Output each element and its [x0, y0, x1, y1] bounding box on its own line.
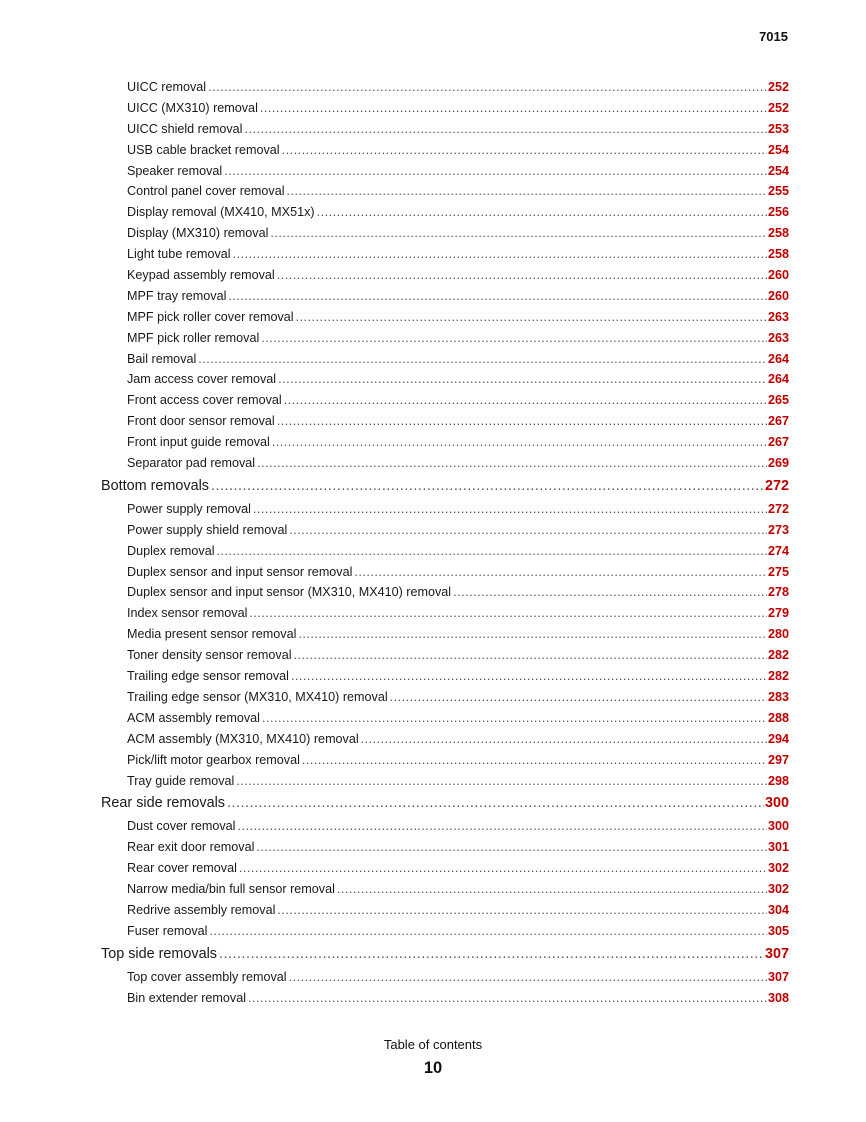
toc-entry[interactable]: [101, 77, 789, 98]
dot-leader: [282, 140, 767, 161]
toc-entry-title: UICC removal: [127, 80, 207, 94]
dot-leader: [289, 520, 767, 541]
toc-entry-title: Bail removal: [127, 351, 197, 366]
toc-page-link[interactable]: 267: [767, 414, 789, 429]
toc-entry-title: Rear cover removal: [127, 861, 237, 876]
dot-leader: [390, 687, 767, 708]
toc-entry-title: Duplex removal: [127, 543, 215, 558]
toc-page-link[interactable]: 269: [767, 456, 789, 471]
toc-entry-title: ACM assembly removal: [127, 710, 260, 725]
toc-entry[interactable]: [101, 265, 789, 286]
toc-page-link[interactable]: 252: [767, 80, 789, 94]
toc-page-link[interactable]: 254: [767, 163, 789, 178]
toc-entry[interactable]: [101, 520, 789, 541]
dot-leader: [277, 900, 767, 921]
toc-page-link[interactable]: 265: [767, 393, 789, 408]
toc-entry-title: Bin extender removal: [127, 990, 247, 1005]
toc-page-link[interactable]: 256: [767, 205, 789, 220]
toc-entry[interactable]: [101, 349, 789, 370]
toc-entry-title: Narrow media/bin full sensor removal: [127, 882, 335, 897]
toc-page-link[interactable]: 264: [767, 351, 789, 366]
toc-entry[interactable]: [101, 562, 789, 583]
document-code: 7015: [759, 29, 788, 44]
toc-entry[interactable]: [101, 119, 789, 140]
dot-leader: [211, 474, 764, 499]
toc-page-link[interactable]: 307: [767, 969, 789, 984]
toc-page-link[interactable]: 282: [767, 648, 789, 663]
toc-page-link[interactable]: 302: [767, 882, 789, 897]
toc-entry[interactable]: [101, 666, 789, 687]
toc-entry[interactable]: [101, 988, 789, 1009]
toc-page-link[interactable]: 272: [767, 501, 789, 516]
toc-page-link[interactable]: 263: [767, 309, 789, 324]
toc-page-link[interactable]: 300: [764, 795, 789, 812]
toc-entry[interactable]: [101, 328, 789, 349]
dot-leader: [317, 202, 767, 223]
toc-page-link[interactable]: 264: [767, 372, 789, 387]
dot-leader: [257, 453, 767, 474]
toc-section-entry[interactable]: [101, 474, 789, 499]
dot-leader: [361, 729, 767, 750]
toc-page-link[interactable]: 253: [767, 121, 789, 136]
dot-leader: [237, 816, 767, 837]
toc-entry[interactable]: [101, 181, 789, 202]
toc-section-entry[interactable]: [101, 791, 789, 816]
toc-entry-title: Duplex sensor and input sensor removal: [127, 564, 353, 579]
toc-page-link[interactable]: 304: [767, 902, 789, 917]
toc-entry[interactable]: [101, 603, 789, 624]
toc-entry-title: Top side removals: [101, 945, 217, 962]
toc-entry-title: Jam access cover removal: [127, 372, 277, 387]
dot-leader: [219, 942, 764, 967]
dot-leader: [294, 645, 767, 666]
dot-leader: [208, 77, 767, 98]
toc-entry-title: MPF pick roller cover removal: [127, 309, 294, 324]
toc-entry[interactable]: [101, 750, 789, 771]
toc-page-link[interactable]: 252: [767, 100, 789, 115]
toc-entry-title: ACM assembly (MX310, MX410) removal: [127, 731, 359, 746]
toc-page-link[interactable]: 260: [767, 288, 789, 303]
toc-page-link[interactable]: 283: [767, 689, 789, 704]
toc-page-link[interactable]: 279: [767, 606, 789, 621]
dot-leader: [262, 708, 767, 729]
toc-page-link[interactable]: 301: [767, 840, 789, 855]
dot-leader: [236, 771, 767, 792]
toc-entry-title: Trailing edge sensor (MX310, MX410) removal: [127, 689, 388, 704]
toc-entry-title: Media present sensor removal: [127, 627, 297, 642]
toc-entry-title: MPF pick roller removal: [127, 330, 260, 345]
toc-entry[interactable]: [101, 161, 789, 182]
dot-leader: [239, 858, 767, 879]
toc-page-link[interactable]: 258: [767, 247, 789, 262]
dot-leader: [302, 750, 767, 771]
toc-entry-title: USB cable bracket removal: [127, 142, 280, 157]
toc-entry[interactable]: [101, 411, 789, 432]
dot-leader: [253, 499, 767, 520]
toc-entry-title: Separator pad removal: [127, 456, 256, 471]
dot-leader: [284, 390, 767, 411]
footer-label: Table of contents: [383, 1037, 483, 1052]
dot-leader: [270, 223, 767, 244]
toc-entry-title: Dust cover removal: [127, 819, 236, 834]
dot-leader: [337, 879, 767, 900]
toc-page-link[interactable]: 275: [767, 564, 789, 579]
toc-entry-title: Index sensor removal: [127, 606, 248, 621]
dot-leader: [261, 328, 767, 349]
toc-page-link[interactable]: 280: [767, 627, 789, 642]
toc-entry-title: Fuser removal: [127, 923, 208, 938]
toc-entry[interactable]: [101, 369, 789, 390]
toc-entry[interactable]: [101, 645, 789, 666]
toc-entry[interactable]: [101, 729, 789, 750]
toc-entry[interactable]: [101, 223, 789, 244]
toc-entry-title: Top cover assembly removal: [127, 969, 287, 984]
toc-entry-title: Display (MX310) removal: [127, 226, 269, 241]
dot-leader: [244, 119, 767, 140]
toc-entry[interactable]: [101, 582, 789, 603]
toc-entry-title: Power supply shield removal: [127, 522, 288, 537]
toc-entry-title: Front door sensor removal: [127, 414, 275, 429]
toc-page-link[interactable]: 298: [767, 773, 789, 788]
toc-entry-title: Rear side removals: [101, 795, 225, 812]
toc-entry-title: Tray guide removal: [127, 773, 235, 788]
page-number: 10: [423, 1059, 443, 1077]
toc-entry[interactable]: [101, 900, 789, 921]
toc-entry[interactable]: [101, 816, 789, 837]
dot-leader: [224, 161, 767, 182]
dot-leader: [260, 98, 767, 119]
toc-page-link[interactable]: 254: [767, 142, 789, 157]
toc-page-link[interactable]: 267: [767, 435, 789, 450]
dot-leader: [248, 988, 767, 1009]
toc-entry[interactable]: [101, 624, 789, 645]
toc-entry[interactable]: [101, 286, 789, 307]
toc-entry-title: Bottom removals: [101, 477, 209, 494]
toc-page-link[interactable]: 255: [767, 184, 789, 199]
toc-page-link[interactable]: 273: [767, 522, 789, 537]
toc-entry-title: Control panel cover removal: [127, 184, 285, 199]
toc-entry[interactable]: [101, 432, 789, 453]
toc-entry[interactable]: [101, 98, 789, 119]
dot-leader: [291, 666, 767, 687]
toc-entry-title: Toner density sensor removal: [127, 648, 292, 663]
toc-entry-title: Front input guide removal: [127, 435, 270, 450]
toc-entry-title: Trailing edge sensor removal: [127, 669, 289, 684]
dot-leader: [289, 967, 767, 988]
dot-leader: [277, 265, 767, 286]
dot-leader: [217, 541, 767, 562]
toc-page-link[interactable]: 282: [767, 669, 789, 684]
toc-entry-title: Speaker removal: [127, 163, 223, 178]
toc-page-link[interactable]: 288: [767, 710, 789, 725]
toc-entry-title: Front access cover removal: [127, 393, 282, 408]
toc-page-link[interactable]: 297: [767, 752, 789, 767]
toc-page-link[interactable]: 294: [767, 731, 789, 746]
toc-entry[interactable]: [101, 307, 789, 328]
toc-page-link[interactable]: 308: [767, 990, 789, 1005]
dot-leader: [272, 432, 767, 453]
dot-leader: [198, 349, 767, 370]
toc-section-entry[interactable]: [101, 942, 789, 967]
toc-page-link[interactable]: 305: [767, 923, 789, 938]
toc-entry[interactable]: [101, 541, 789, 562]
toc-entry[interactable]: [101, 499, 789, 520]
toc-entry[interactable]: [101, 858, 789, 879]
dot-leader: [209, 921, 767, 942]
toc-entry[interactable]: [101, 879, 789, 900]
dot-leader: [296, 307, 767, 328]
toc-entry-title: Display removal (MX410, MX51x): [127, 205, 315, 220]
toc-entry[interactable]: [101, 390, 789, 411]
toc-page-link[interactable]: 260: [767, 268, 789, 283]
dot-leader: [354, 562, 767, 583]
dot-leader: [277, 411, 767, 432]
toc-entry[interactable]: [101, 967, 789, 988]
toc-page-link[interactable]: 302: [767, 861, 789, 876]
dot-leader: [298, 624, 767, 645]
toc-entry[interactable]: [101, 921, 789, 942]
dot-leader: [233, 244, 767, 265]
toc-entry-title: Power supply removal: [127, 501, 251, 516]
toc-entry[interactable]: [101, 771, 789, 792]
toc-page-link[interactable]: 307: [764, 945, 789, 962]
toc-entry[interactable]: [101, 140, 789, 161]
toc-page-link[interactable]: 258: [767, 226, 789, 241]
toc-entry-title: Keypad assembly removal: [127, 268, 275, 283]
toc-entry-title: Duplex sensor and input sensor (MX310, MX410) removal: [127, 585, 452, 600]
toc-entry-title: Light tube removal: [127, 247, 231, 262]
toc-entry[interactable]: [101, 687, 789, 708]
toc-entry-title: UICC (MX310) removal: [127, 100, 258, 115]
toc-entry-title: MPF tray removal: [127, 288, 227, 303]
toc-entry[interactable]: [101, 837, 789, 858]
dot-leader: [227, 791, 764, 816]
dot-leader: [249, 603, 767, 624]
dot-leader: [287, 181, 767, 202]
toc-page-link[interactable]: 272: [764, 477, 789, 494]
toc-entry[interactable]: [101, 708, 789, 729]
dot-leader: [278, 369, 767, 390]
toc-page-link[interactable]: 300: [767, 819, 789, 834]
toc-page-link[interactable]: 263: [767, 330, 789, 345]
table-of-contents: [101, 77, 789, 1009]
toc-entry-title: Pick/lift motor gearbox removal: [127, 752, 300, 767]
dot-leader: [228, 286, 767, 307]
dot-leader: [453, 582, 767, 603]
toc-entry-title: Rear exit door removal: [127, 840, 255, 855]
toc-entry[interactable]: [101, 202, 789, 223]
dot-leader: [256, 837, 767, 858]
toc-entry-title: Redrive assembly removal: [127, 902, 276, 917]
toc-entry-title: UICC shield removal: [127, 121, 243, 136]
toc-entry[interactable]: [101, 453, 789, 474]
toc-page-link[interactable]: 274: [767, 543, 789, 558]
toc-page-link[interactable]: 278: [767, 585, 789, 600]
toc-entry[interactable]: [101, 244, 789, 265]
